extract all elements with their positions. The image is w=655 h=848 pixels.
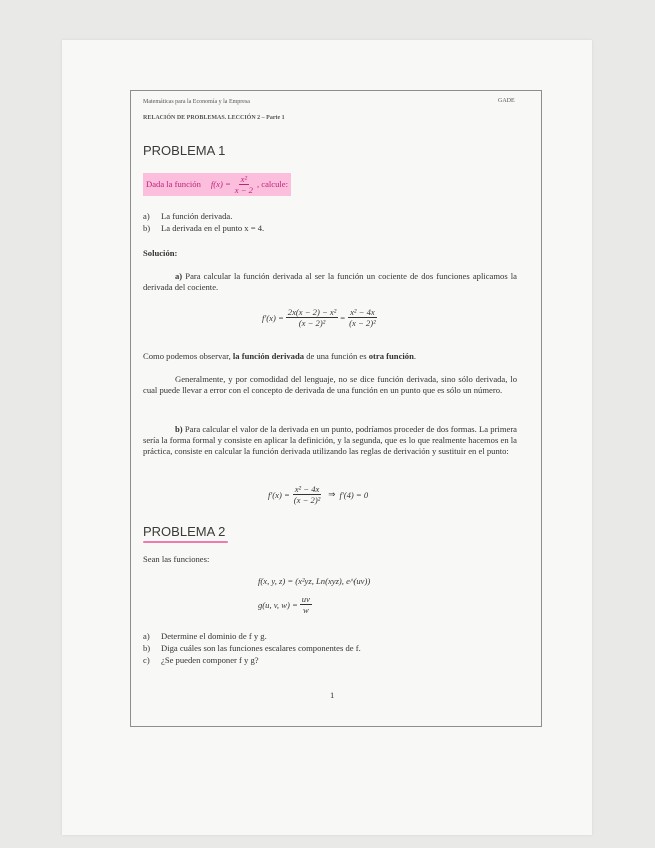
fraction-denominator: (x − 2)² [298, 318, 326, 328]
fraction-denominator: (x − 2)² [349, 318, 376, 328]
page-number: 1 [330, 690, 335, 700]
fraction-denominator: w [302, 605, 309, 615]
part-a-label: a) [175, 271, 183, 281]
part-b-label: b) [175, 424, 183, 434]
problem2-item-c [143, 655, 259, 666]
formula-fraction-1 [286, 307, 339, 328]
degree-label: GADE [498, 98, 515, 104]
highlighted-statement [143, 173, 291, 196]
problem2-intro: Sean las funciones: [143, 554, 210, 564]
function-f-definition: f(x, y, z) = (x²yz, Ln(xyz), e^(uv)) [258, 576, 371, 586]
part-b-text: Para calcular el valor de la derivada en un punto, podríamos proceder de dos formas. La primera sería la forma formal y consiste en aplicar la definición, y la segunda, que es lo que realmente hacemos en la práctica, consiste en calcular la función derivada utilizando las reglas de derivación y sustituir en el punto: [143, 424, 517, 457]
course-header: Matemáticas para la Economía y la Empresa [143, 99, 250, 105]
item-label: b) [143, 223, 151, 233]
problem2-item-b [143, 643, 361, 654]
problem1-item-b [143, 223, 264, 234]
fraction-denominator: (x − 2)² [293, 495, 321, 505]
fraction-numerator: x² − 4x [294, 484, 320, 494]
observation-line [143, 351, 416, 362]
fraction-numerator: 2x(x − 2) − x² [287, 307, 337, 317]
item-text: Diga cuáles son las funciones escalares componentes de f. [161, 643, 361, 653]
item-text: La derivada en el punto x = 4. [161, 223, 265, 233]
item-label: b) [143, 643, 151, 653]
function-fraction [233, 174, 255, 195]
function-denominator: x − 2 [234, 185, 253, 195]
fraction-numerator: uv [301, 594, 310, 604]
function-numerator: x² [240, 174, 248, 184]
derivative-at-point-formula [268, 484, 368, 505]
formula-fraction [292, 484, 323, 505]
general-text: Generalmente, y por comodidad del lenguaje, no se dice función derivada, sino sólo derivada, lo cual puede llevar a error con el concepto de derivada de una función en un punto que es sólo un número. [143, 374, 517, 396]
observation-bold-2: otra función [368, 351, 414, 361]
function-g-definition [258, 594, 314, 615]
formula-result: f′(4) = 0 [339, 489, 369, 500]
formula-lhs: f′(x) = [262, 312, 284, 323]
item-text: ¿Se pueden componer f y g? [161, 655, 259, 665]
part-a-paragraph [143, 271, 517, 293]
problem1-item-a [143, 211, 232, 222]
problem1-title: PROBLEMA 1 [143, 143, 226, 158]
problem1-statement [143, 173, 291, 196]
formula-fraction-2 [347, 307, 378, 328]
general-paragraph [143, 374, 517, 396]
sheet-subtitle: RELACIÓN DE PROBLEMAS. LECCIÓN 2 – Parte 1 [143, 115, 285, 121]
item-label: a) [143, 211, 150, 221]
part-b-paragraph [143, 424, 517, 458]
observation-mid: de una función es [306, 351, 367, 361]
fraction-numerator: x² − 4x [350, 307, 375, 317]
problem2-title: PROBLEMA 2 [143, 524, 226, 539]
derivative-formula [262, 307, 380, 328]
observation-pre: Como podemos observar, [143, 351, 231, 361]
problem2-item-a [143, 631, 267, 642]
formula-lhs: f′(x) = [268, 489, 290, 500]
part-a-text: Para calcular la función derivada al ser la función un cociente de dos funciones aplicamos la derivada del cociente. [143, 271, 517, 293]
g-lhs: g(u, v, w) = [258, 599, 298, 610]
solution-label: Solución: [143, 248, 178, 258]
g-fraction [300, 594, 312, 615]
implies-arrow: ⇒ [328, 489, 336, 499]
statement-suffix: , calcule: [256, 179, 288, 189]
item-text: Determine el dominio de f y g. [161, 631, 267, 641]
pink-underline [143, 541, 228, 543]
item-label: a) [143, 631, 150, 641]
function-lhs: f(x) = [210, 179, 231, 189]
item-label: c) [143, 655, 150, 665]
equals-sign: = [340, 312, 346, 323]
observation-end: . [413, 351, 417, 361]
statement-prefix: Dada la función [146, 179, 201, 189]
item-text: La función derivada. [161, 211, 233, 221]
observation-bold-1: la función derivada [232, 351, 305, 361]
